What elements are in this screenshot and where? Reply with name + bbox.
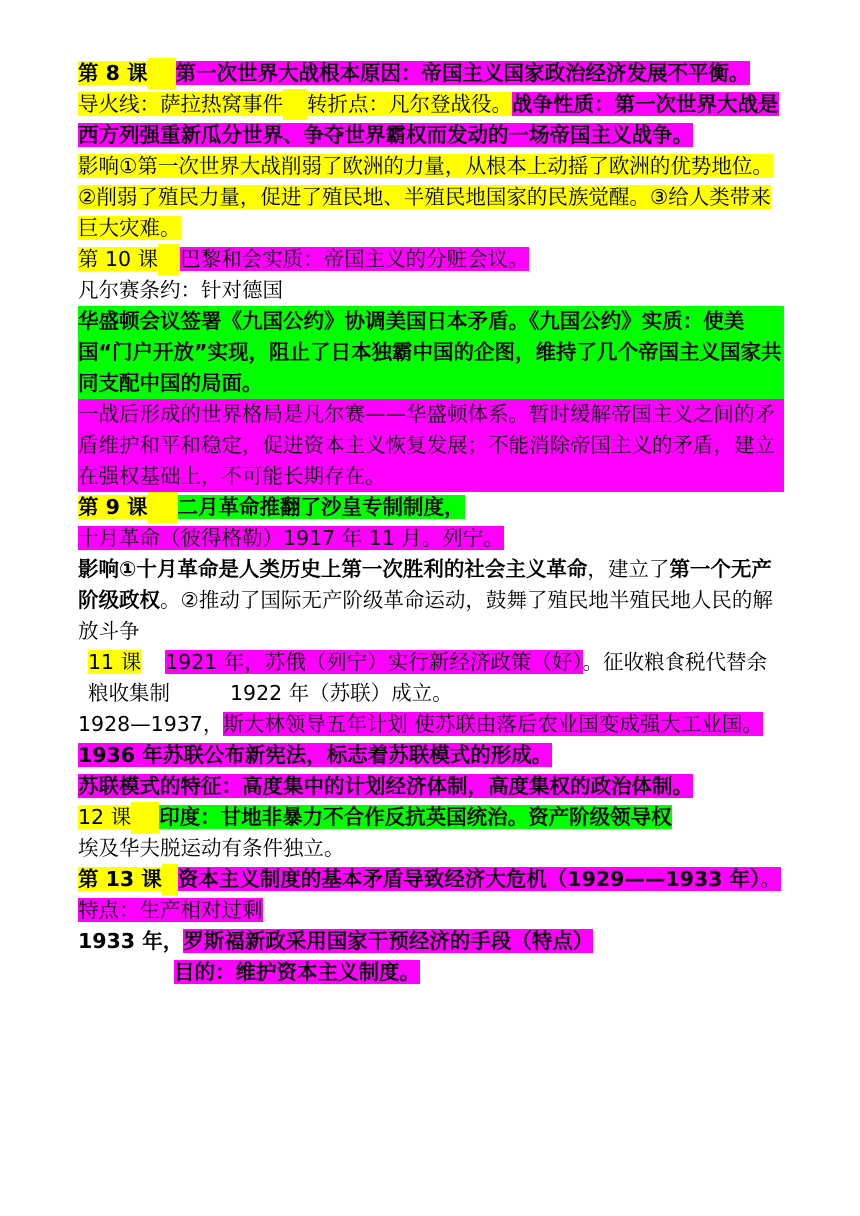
- line-lesson-10: [78, 244, 784, 275]
- soviet-model-features: 苏联模式的特征：高度集中的计划经济体制，高度集权的政治体制。: [78, 774, 693, 798]
- great-depression: 资本主义制度的基本矛盾导致经济大危机（1929——1933 年）: [177, 867, 761, 891]
- new-economic-policy: 1921 年，苏俄（列宁）实行新经济政策（好）: [165, 650, 583, 674]
- ww1-nature: 战争性质：第一次世界大战是西方列强重新瓜分世界、争夺世界霸权而发动的一场帝国主义战争。: [78, 92, 779, 147]
- roosevelt-new-deal: 罗斯福新政采用国家干预经济的手段（特点）: [183, 929, 594, 953]
- lesson-10-label: 第 10 课: [78, 247, 159, 271]
- line-new-deal: 1933 年，罗斯福新政采用国家干预经济的手段（特点）: [78, 929, 594, 953]
- line-lesson-11: 11 课 1921 年，苏俄（列宁）实行新经济政策（好）。征收粮食税代替余粮收集制 1922 年（苏联）成立。: [88, 650, 768, 705]
- versailles-treaty: 凡尔赛条约：针对德国: [78, 278, 283, 302]
- constitution-1936: 1936 年苏联公布新宪法，标志着苏联模式的形成。: [78, 743, 553, 767]
- india-gandhi: 印度：甘地非暴力不合作反抗英国统治。资产阶级领导权: [159, 805, 672, 829]
- line-lesson-12: [78, 802, 784, 833]
- october-revolution-impact: 影响①十月革命是人类历史上第一次胜利的社会主义革命，建立了第一个无产阶级政权。②推动了国际无产阶级革命运动，鼓舞了殖民地半殖民地人民的解放斗争: [78, 557, 773, 643]
- lesson-12-label: 12 课: [78, 805, 132, 829]
- line-new-deal-purpose: [78, 957, 784, 988]
- line-october-revolution: [78, 523, 784, 554]
- notes-page: [78, 58, 784, 988]
- line-lesson-8: [78, 58, 784, 89]
- lesson-8-label: 第 8 课: [78, 61, 148, 85]
- ww1-trigger: 导火线：萨拉热窝事件: [78, 92, 283, 116]
- five-year-plan: 斯大林领导五年计划 使苏联由落后农业国变成强大工业国。: [223, 712, 763, 736]
- ww1-turning-point: 转折点：凡尔登战役。: [307, 92, 512, 116]
- washington-conference: 华盛顿会议签署《九国公约》协调美国日本矛盾。《九国公约》实质：使美国“门户开放”实现，阻止了日本独霸中国的企图，维持了几个帝国主义国家共同支配中国的局面。: [78, 306, 784, 399]
- line-1936-constitution: [78, 740, 784, 771]
- line-soviet-model: [78, 771, 784, 802]
- versailles-washington-system: 一战后形成的世界格局是凡尔赛——华盛顿体系。暂时缓解帝国主义之间的矛盾维护和平和稳定，促进资本主义恢复发展；不能消除帝国主义的矛盾，建立在强权基础上，不可能长期存在。: [78, 399, 784, 492]
- ww1-root-cause: 第一次世界大战根本原因：帝国主义国家政治经济发展不平衡。: [175, 61, 750, 85]
- line-five-year-plan: 1928—1937，斯大林领导五年计划 使苏联由落后农业国变成强大工业国。: [78, 712, 763, 736]
- october-revolution: 十月革命（彼得格勒）1917 年 11 月。列宁。: [78, 526, 504, 550]
- new-deal-purpose: 目的：维护资本主义制度。: [174, 960, 420, 984]
- egypt-wafd: 埃及华夫脱运动有条件独立。: [78, 836, 345, 860]
- lesson-11-label: 11 课: [88, 650, 142, 674]
- paris-conference: 巴黎和会实质：帝国主义的分赃会议。: [180, 247, 529, 271]
- february-revolution: 二月革命推翻了沙皇专制制度，: [177, 495, 465, 519]
- ww1-impact: 影响①第一次世界大战削弱了欧洲的力量，从根本上动摇了欧洲的优势地位。②削弱了殖民力量，促进了殖民地、半殖民地国家的民族觉醒。③给人类带来巨大灾难。: [78, 154, 773, 240]
- lesson-9-label: 第 9 课: [78, 495, 148, 519]
- line-lesson-9: [78, 492, 784, 523]
- line-ww1-trigger: [78, 89, 784, 151]
- line-lesson-13: 第 13 课 资本主义制度的基本矛盾导致经济大危机（1929——1933 年）。特点：生产相对过剩: [78, 864, 784, 926]
- lesson-13-label: 第 13 课: [78, 867, 162, 891]
